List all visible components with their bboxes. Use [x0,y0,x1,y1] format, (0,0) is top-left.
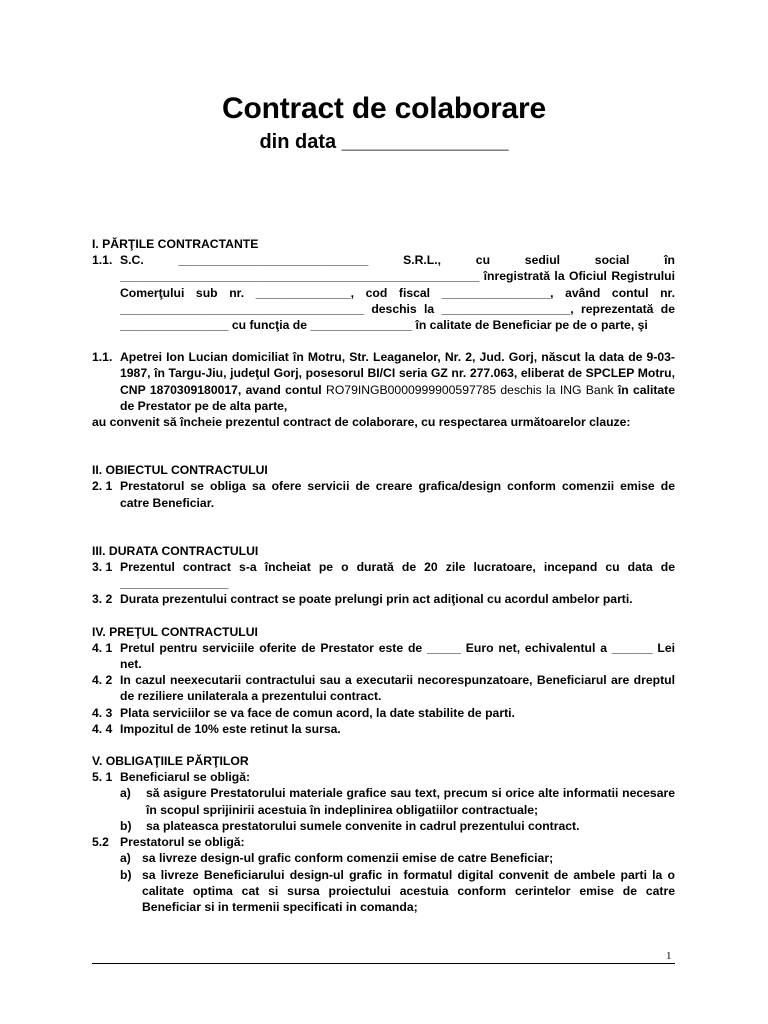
clause-item [92,769,675,785]
clause-number: 4. 2 [92,673,113,688]
clause-text: în calitate de Prestator pe de alta parte, [120,382,676,413]
sub-clause-text: să asigure Prestatorului materiale grafice sau text, precum si orice alte informatii necesare în scopul sprijinirii acestuia în indeplinirea obligatiilor contractuale; [146,786,675,817]
sub-clause [92,785,675,817]
clause-text: Plata serviciilor se va face de comun acord, la date stabilite de parti. [120,705,515,720]
clause-text: Pretul pentru serviciile oferite de Prestator este de _____ Euro net, echivalentul a ______ Lei net. [120,640,675,672]
document-title: Contract de colaborare [221,92,547,125]
clause-item [92,834,675,850]
clause-number: 5.2 [92,835,109,850]
clause-beneficiary [92,252,675,333]
clause-number: 4. 3 [92,705,113,720]
clause-text: S.C. ____________________________ S.R.L., cu sediul social în _____________________________________________________ înregistrată la Oficiul Registrului Comerţului sub nr. ______________, cod fiscal ________________, având contul nr. ____________________________________ deschis la ___________________, reprezentată de ________________ cu funcţia de _______________ în calitate de Beneficiar pe de o parte, şi [120,253,675,333]
clause-item [92,640,675,672]
clause-item [92,478,675,510]
document-date-line: din data _______________ [259,131,509,153]
clause-number: 1.1. [92,253,113,268]
document-body [92,236,675,915]
agreement-statement: au convenit să încheie prezentul contract de colaborare, cu respectarea următoarelor clauze: [92,415,631,430]
clause-item [92,705,675,721]
sub-clause-letter: a) [120,786,131,801]
section-heading-duration: III. DURATA CONTRACTULUI [92,543,259,558]
clause-text: Prestatorul se obligă: [120,835,245,850]
page-number: 1 [666,950,672,962]
clause-item [92,591,675,607]
clause-text: Impozitul de 10% este retinut la sursa. [120,721,341,736]
clause-text: Prestatorul se obliga sa ofere servicii de creare grafica/design conform comenzii emise de catre Beneficiar. [120,479,675,510]
clause-number: 5. 1 [92,770,113,785]
clause-provider [92,349,675,414]
sub-clause [92,850,675,866]
clause-text: Beneficiarul se obligă: [120,770,251,785]
section-heading-obligations: V. OBLIGAŢIILE PĂRŢILOR [92,754,249,769]
sub-clause [92,818,675,834]
iban-text: RO79INGB0000999900597785 deschis la ING Bank [326,382,614,397]
sub-clause-letter: a) [120,851,131,866]
sub-clause-text: sa plateasca prestatorului sumele convenite in cadrul prezentului contract. [146,818,580,833]
clause-item [92,721,675,737]
clause-item [92,559,675,591]
clause-number: 3. 2 [92,592,113,607]
footer-divider [92,963,675,964]
clause-text: Durata prezentului contract se poate prelungi prin act adiţional cu acordul ambelor parti. [120,592,633,607]
clause-item [92,672,675,704]
clause-number: 4. 4 [92,721,113,736]
clause-text: Apetrei Ion Lucian domiciliat în Motru, Str. Leaganelor, Nr. 2, Jud. Gorj, născut la data de 9-03-1987, în Targu-Jiu, judeţul Gorj, posesorul BI/CI seria GZ nr. 277.063, eliberat de SPCLEP Motru, CNP 1870309180017, avand contul [120,350,675,397]
clause-number: 3. 1 [92,560,113,575]
clause-number: 4. 1 [92,640,113,655]
sub-clause-text: sa livreze design-ul grafic conform comenzii emise de catre Beneficiar; [142,851,554,866]
section-heading-price: IV. PREŢUL CONTRACTULUI [92,624,258,639]
clause-number: 2. 1 [92,479,113,494]
sub-clause-text: sa livreze Beneficiarului design-ul grafic in formatul digital convenit de ambele parti la o calitate optima cat si sursa proiectului acestuia conform cerintelor emise de catre Beneficiar si in termenii specificati in comanda; [142,867,675,914]
clause-text: In cazul neexecutarii contractului sau a executarii necorespunzatoare, Beneficiarul are dreptul de reziliere unilaterala a prezentului contract. [120,673,675,704]
sub-clause-letter: b) [120,867,132,882]
clause-number: 1.1. [92,350,113,365]
section-heading-object: II. OBIECTUL CONTRACTULUI [92,463,268,478]
sub-clause-letter: b) [120,818,132,833]
clause-text: Prezentul contract s-a încheiat pe o durată de 20 zile lucratoare, incepand cu data de ________________ [120,560,675,591]
section-heading-parties: I. PĂRŢILE CONTRACTANTE [92,237,259,251]
sub-clause [92,867,675,916]
